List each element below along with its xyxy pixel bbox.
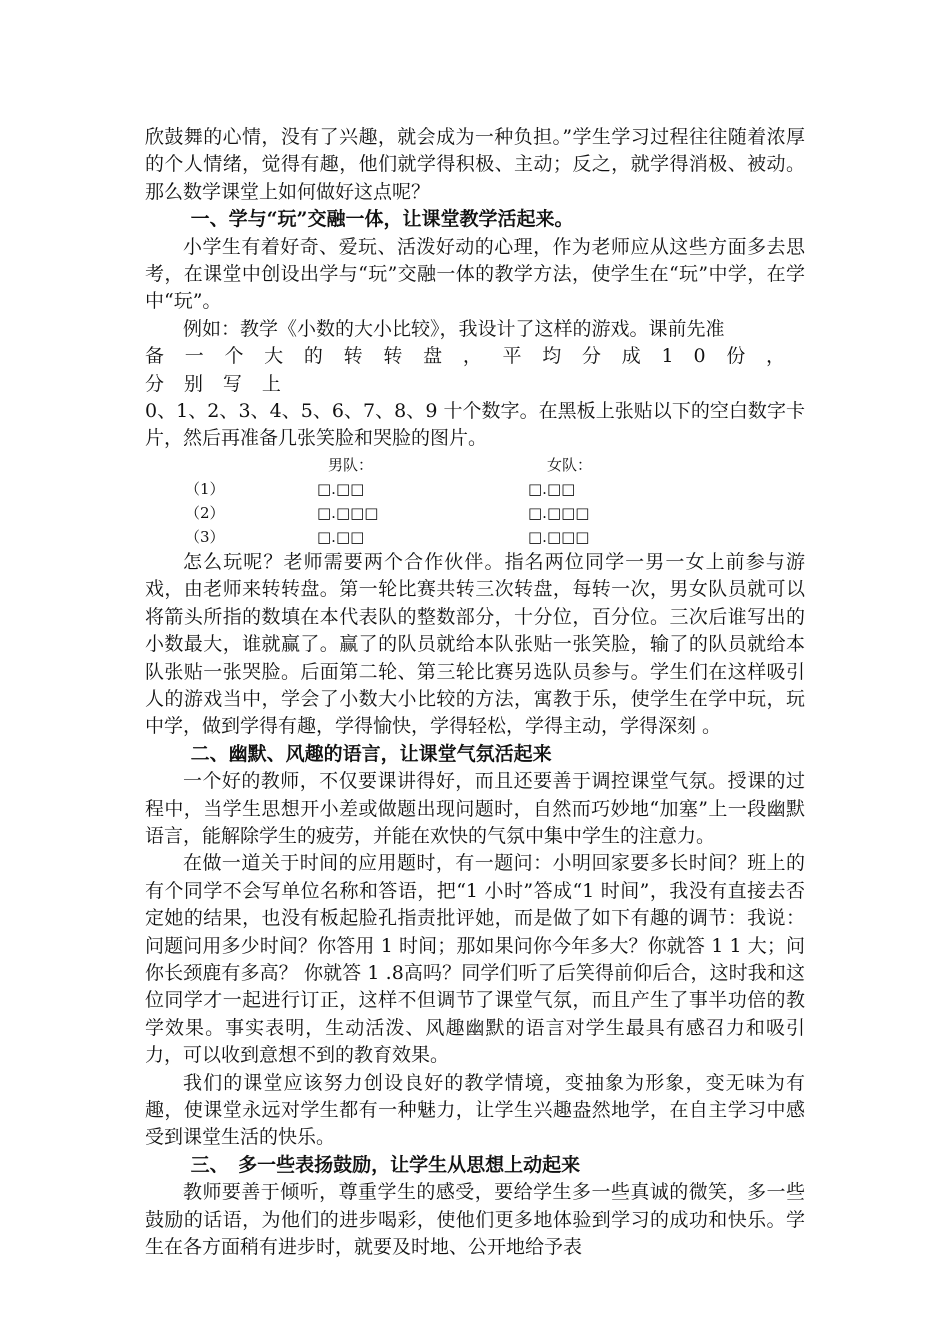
paragraph-time-example: 在做一道关于时间的应用题时，有一题问：小明回家要多长时间？班上的有个同学不会写单位名称和答语，把“1 小时”答成“1 时间”，我没有直接去否定她的结果，也没有板起脸孔指责批评她，而是做了如下有趣的调节：我说：问题问用多少时间？你答用 1 时间；那如果问你今年多大？你就答 1 1 大；问你长颈鹿有多高？ 你就答 1 .8高吗？同学们听了后笑得前仰后合，这时我和这位同学才一起进行订正，这样不但调节了课堂气氛，而且产生了事半功倍的教学效果。事实表明，生动活泼、风趣幽默的语言对学生最具有感召力和吸引力，可以收到意想不到的教育效果。 bbox=[145, 852, 805, 1067]
section-heading-2: 二、幽默、风趣的语言，让课堂气氛活起来 bbox=[190, 742, 552, 765]
girls-card: □.□□□ bbox=[528, 527, 590, 546]
row-number: （3） bbox=[185, 527, 225, 546]
paragraph-classroom: 我们的课堂应该努力创设良好的教学情境，变抽象为形象，变无味为有趣，使课堂永远对学生都有一种魅力，让学生兴趣盎然地学，在自主学习中感受到课堂生活的快乐。 bbox=[145, 1071, 805, 1149]
girls-card: □.□□ bbox=[528, 479, 576, 498]
paragraph-good-teacher: 一个好的教师，不仅要课讲得好，而且还要善于调控课堂气氛。授课的过程中，当学生思想开小差或做题出现问题时，自然而巧妙地“加塞”上一段幽默语言，能解除学生的疲劳，并能在欢快的气氛中集中学生的注意力。 bbox=[145, 770, 805, 847]
paragraph-curiosity: 小学生有着好奇、爱玩、活泼好动的心理，作为老师应从这些方面多去思考，在课堂中创设出学与“玩”交融一体的教学方法，使学生在“玩”中学，在学中“玩”。 bbox=[145, 235, 805, 313]
section-heading-3: 三、 多一些表扬鼓励，让学生从思想上动起来 bbox=[190, 1153, 581, 1176]
boys-card: □.□□□ bbox=[317, 503, 379, 522]
row-number: （1） bbox=[185, 479, 225, 498]
girls-card: □.□□□ bbox=[528, 503, 590, 522]
header-boys: 男队： bbox=[328, 455, 374, 474]
paragraph-example: 例如：教学《小数的大小比较》，我设计了这样的游戏。课前先准 备一个大的转转盘，平均分成10份，分别写上 0、1、2、3、4、5、6、7、8、9 十个数字。在黑板上张贴以下的空白数字卡片，然后再准备几张笑脸和哭脸的图片。 bbox=[145, 317, 805, 450]
row-number: （2） bbox=[185, 503, 225, 522]
paragraph-intro: 欣鼓舞的心情，没有了兴趣，就会成为一种负担。”学生学习过程往往随着浓厚的个人情绪，觉得有趣，他们就学得积极、主动；反之，就学得消极、被动。那么数学课堂上如何做好这点呢？ bbox=[145, 126, 805, 203]
document-body bbox=[145, 124, 805, 1261]
paragraph-praise: 教师要善于倾听，尊重学生的感受，要给学生多一些真诚的微笑，多一些鼓励的话语，为他们的进步喝彩，使他们更多地体验到学习的成功和快乐。学生在各方面稍有进步时，就要及时地、公开地给予表 bbox=[145, 1181, 805, 1259]
number-card-table bbox=[145, 453, 805, 549]
section-heading-1: 一、学与“玩”交融一体，让课堂教学活起来。 bbox=[190, 208, 574, 231]
paragraph-how-to-play: 怎么玩呢？老师需要两个合作伙伴。指名两位同学一男一女上前参与游戏，由老师来转转盘。第一轮比赛共转三次转盘，每转一次，男女队员就可以将箭头所指的数填在本代表队的整数部分，十分位，百分位。三次后谁写出的小数最大，谁就赢了。赢了的队员就给本队张贴一张笑脸，输了的队员就给本队张贴一张哭脸。后面第二轮、第三轮比赛另选队员参与。学生们在这样吸引人的游戏当中，学会了小数大小比较的方法，寓教于乐，使学生在学中玩，玩中学，做到学得有趣，学得愉快，学得轻松，学得主动，学得深刻 。 bbox=[145, 550, 805, 738]
boys-card: □.□□ bbox=[317, 479, 365, 498]
header-girls: 女队： bbox=[547, 455, 593, 474]
boys-card: □.□□ bbox=[317, 527, 365, 546]
